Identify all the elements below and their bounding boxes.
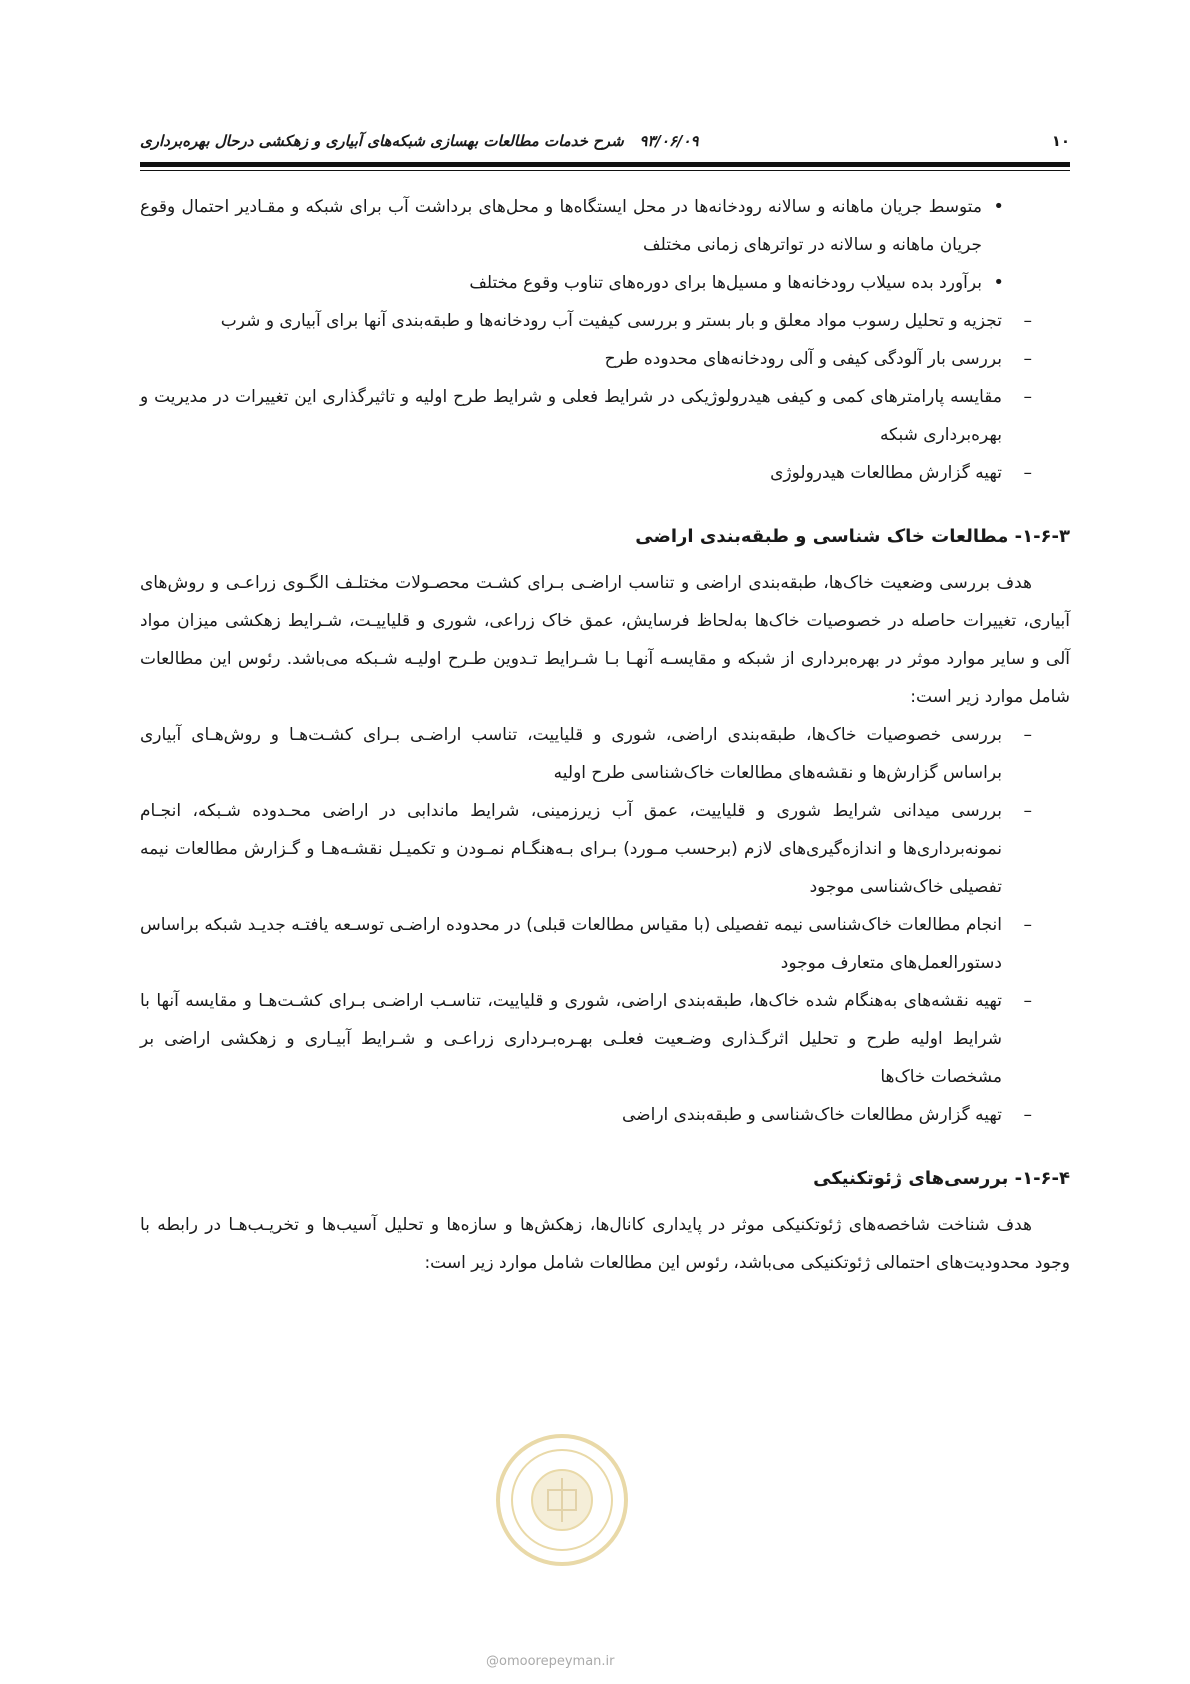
header-rule-thin — [140, 170, 1070, 171]
list-item: – تجزیه و تحلیل رسوب مواد معلق و بار بستر و بررسی کیفیت آب رودخانه‌ها و طبقه‌بندی آنها برای آبیاری و شرب — [140, 302, 1070, 340]
list-item: – بررسی بار آلودگی کیفی و آلی رودخانه‌های محدوده طرح — [140, 340, 1070, 378]
list-item: – بررسی میدانی شرایط شوری و قلیاییت، عمق آب زیرزمینی، شرایط ماندابی در اراضی محـدوده شـبکه، انجـام نمونه‌برداری‌ها و اندازه‌گیری‌های لازم (برحسب مـورد) بـرای بـه‌هنگـام نمـودن و تکمیـل نقشـه‌هـا و گـزارش مطالعات نیمه تفصیلی خاک‌شناسی موجود — [140, 792, 1070, 906]
watermark-site: @omoorepeyman.ir — [486, 1654, 615, 1669]
header-title — [140, 132, 699, 150]
list-item: – تهیه گزارش مطالعات هیدرولوژی — [140, 454, 1070, 492]
section-paragraph-soil: هدف بررسی وضعیت خاک‌ها، طبقه‌بندی اراضی و تناسب اراضـی بـرای کشـت محصـولات مختلـف الگـوی زراعـی و روش‌های آبیاری، تغییرات حاصله در خصوصیات خاک‌ها به‌لحاظ فرسایش، عمق خاک زراعی، شوری و قلیاییـت، شـرایط زهکشی میزان مواد آلی و سایر موارد موثر در بهره‌برداری از شبکه و مقایسـه آنهـا بـا شـرایط تـدوین طـرح اولیـه شـبکه می‌باشد. رئوس این مطالعات شامل موارد زیر است: — [140, 573, 1070, 707]
header-title-text: شرح خدمات مطالعات بهسازی شبکه‌های آبیاری و زهکشی درحال بهره‌برداری — [140, 132, 624, 150]
list-item: – بررسی خصوصیات خاک‌ها، طبقه‌بندی اراضی، شوری و قلیاییت، تناسب اراضـی بـرای کشـت‌هـا و روش‌هـای آبیاری براساس گزارش‌ها و نقشه‌های مطالعات خاک‌شناسی طرح اولیه — [140, 716, 1070, 792]
header-date: ۹۳/۰۶/۰۹ — [639, 132, 699, 150]
page-number: ۱۰ — [1051, 132, 1070, 150]
section-heading-soil: ۱-۶-۳- مطالعات خاک شناسی و طبقه‌بندی اراضی — [635, 526, 1070, 547]
seal-stamp-icon — [492, 1430, 632, 1570]
list-item: • برآورد بده سیلاب رودخانه‌ها و مسیل‌ها برای دوره‌های تناوب وقوع مختلف — [140, 264, 1070, 302]
section-paragraph-geotech: هدف شناخت شاخصه‌های ژئوتکنیکی موثر در پایداری کانال‌ها، زهکش‌ها و سازه‌ها و تحلیل آسیب‌ها و تخریـب‌هـا در رابطه با وجود محدودیت‌های احتمالی ژئوتکنیکی می‌باشد، رئوس این مطالعات شامل موارد زیر است: — [140, 1215, 1070, 1273]
header-rule-thick — [140, 162, 1070, 167]
list-item: – تهیه گزارش مطالعات خاک‌شناسی و طبقه‌بندی اراضی — [140, 1096, 1070, 1134]
list-item: – انجام مطالعات خاک‌شناسی نیمه تفصیلی (با مقیاس مطالعات قبلی) در محدوده اراضـی توسـعه یافتـه جدیـد شبکه براساس دستورالعمل‌های متعارف موجود — [140, 906, 1070, 982]
list-item: – تهیه نقشه‌های به‌هنگام شده خاک‌ها، طبقه‌بندی اراضی، شوری و قلیاییت، تناسـب اراضـی بـرای کشـت‌هـا و مقایسه آنها با شرایط اولیه طرح و تحلیل اثرگـذاری وضـعیت فعلـی بهـره‌بـرداری زراعـی و شـرایط آبیـاری و زهکشی اراضی بر مشخصات خاک‌ها — [140, 982, 1070, 1096]
page-header — [140, 130, 1070, 156]
list-item: • متوسط جریان ماهانه و سالانه رودخانه‌ها در محل ایستگاه‌ها و محل‌های برداشت آب برای شبکه و مقـادیر احتمال وقوع جریان ماهانه و سالانه در تواترهای زمانی مختلف — [140, 188, 1070, 264]
section-heading-geotech: ۱-۶-۴- بررسی‌های ژئوتکنیکی — [813, 1168, 1070, 1189]
page-content — [140, 188, 1070, 1282]
list-item: – مقایسه پارامترهای کمی و کیفی هیدرولوژیکی در شرایط فعلی و شرایط طرح اولیه و تاثیرگذاری این تغییرات در مدیریت و بهره‌برداری شبکه — [140, 378, 1070, 454]
